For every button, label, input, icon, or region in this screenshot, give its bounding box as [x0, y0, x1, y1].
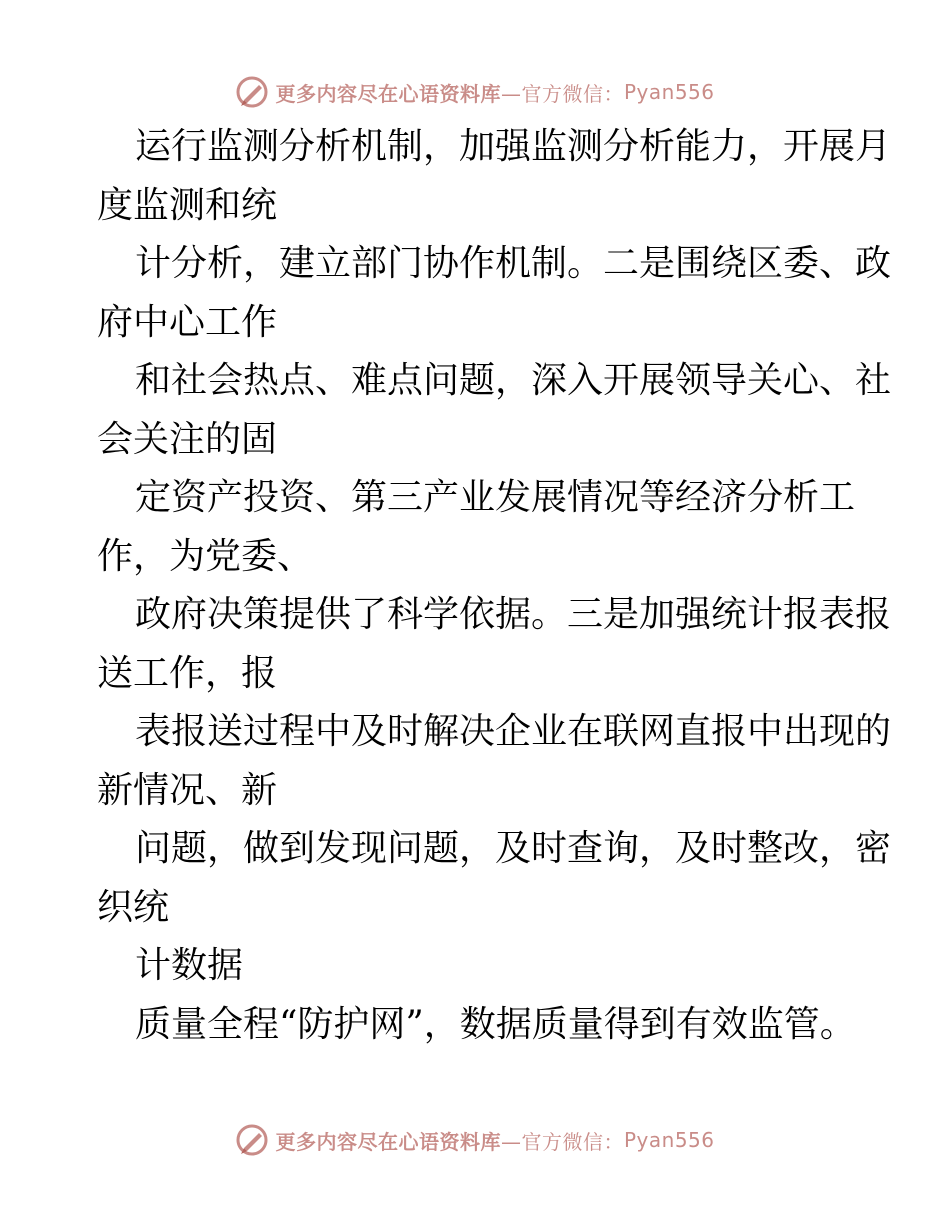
watermark-wechat-id: Pyan556: [623, 80, 715, 104]
text-line-16: 质量全程“防护网”，数据质量得到有效监管。: [135, 1003, 856, 1045]
text-line-5: 和社会热点、难点问题，深入开展领导关心、社: [135, 360, 892, 401]
document-body: [97, 118, 892, 1054]
text-line-15: 计数据: [135, 945, 244, 986]
text-line-1: 运行监测分析机制，加强监测分析能力，开展月: [135, 126, 892, 167]
watermark-separator: —官方微信：: [500, 81, 624, 106]
watermark-separator: —官方微信：: [500, 1129, 624, 1154]
pen-logo-icon: [235, 1123, 269, 1157]
text-line-12: 新情况、新: [97, 769, 278, 811]
text-line-14: 织统: [97, 886, 170, 928]
watermark-name: 更多内容尽在心语资料库: [275, 81, 501, 106]
footer-watermark: [0, 1120, 950, 1160]
watermark-wechat-id: Pyan556: [623, 1128, 715, 1152]
text-line-10: 送工作，报: [97, 652, 278, 694]
text-line-8: 作，为党委、: [97, 535, 314, 577]
watermark-name: 更多内容尽在心语资料库: [275, 1129, 501, 1154]
text-line-6: 会关注的固: [97, 418, 278, 460]
pen-logo-icon: [235, 75, 269, 109]
header-watermark: [0, 72, 950, 112]
text-line-4: 府中心工作: [97, 301, 278, 343]
text-line-13: 问题，做到发现问题，及时查询，及时整改，密: [135, 828, 892, 869]
text-line-2: 度监测和统: [97, 184, 278, 226]
text-line-7: 定资产投资、第三产业发展情况等经济分析工: [135, 477, 856, 518]
text-line-11: 表报送过程中及时解决企业在联网直报中出现的: [135, 711, 892, 752]
text-line-9: 政府决策提供了科学依据。三是加强统计报表报: [135, 594, 892, 635]
text-line-3: 计分析，建立部门协作机制。二是围绕区委、政: [135, 243, 892, 284]
